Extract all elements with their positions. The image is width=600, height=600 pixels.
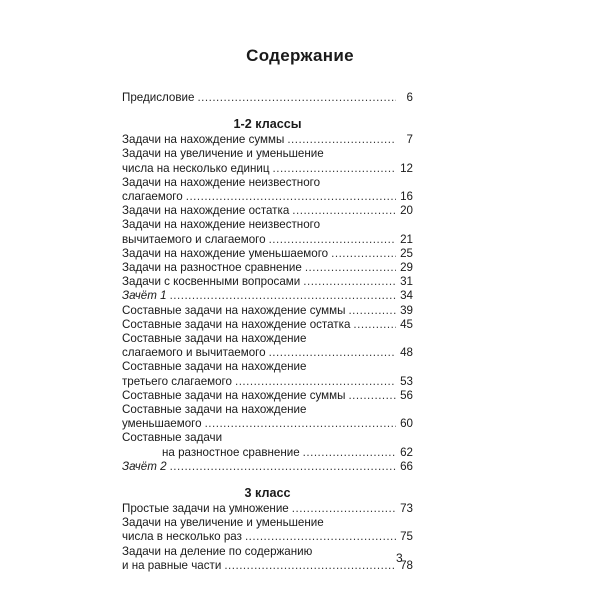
page-number: 3 xyxy=(396,551,403,565)
entry-page: 73 xyxy=(400,502,413,516)
entry-page: 6 xyxy=(406,91,413,104)
entry-page: 25 xyxy=(400,246,413,260)
dot-leader xyxy=(224,559,396,573)
entry-label: вычитаемого и слагаемого xyxy=(122,232,266,246)
dot-leader xyxy=(287,133,396,147)
entry-label: Простые задачи на умножение xyxy=(122,502,289,516)
toc-entry xyxy=(122,545,413,573)
dot-leader xyxy=(269,346,396,360)
entry-label: Зачёт 1 xyxy=(122,289,167,303)
toc-entry xyxy=(122,360,413,388)
entry-page: 31 xyxy=(400,275,413,289)
dot-leader xyxy=(305,261,396,275)
entry-label: Составные задачи на нахождение суммы xyxy=(122,388,346,402)
entry-label: Зачёт 2 xyxy=(122,459,167,473)
toc-entry xyxy=(122,247,413,261)
entry-page: 34 xyxy=(400,289,413,303)
entry-label: Предисловие xyxy=(122,91,195,104)
toc-entry xyxy=(122,261,413,275)
dot-leader xyxy=(353,318,396,332)
entry-page: 29 xyxy=(400,261,413,275)
entry-label-line: Составные задачи на нахождение xyxy=(122,332,307,346)
entry-label: Задачи с косвенными вопросами xyxy=(122,275,301,289)
entry-page: 60 xyxy=(400,417,413,431)
dot-leader xyxy=(292,502,396,516)
toc-entry xyxy=(122,403,413,431)
toc-entry xyxy=(122,204,413,218)
section-heading: 1-2 классы xyxy=(233,117,302,132)
entry-page: 16 xyxy=(400,190,413,204)
entry-page: 75 xyxy=(400,530,413,544)
entry-page: 20 xyxy=(400,204,413,218)
dot-leader xyxy=(245,530,396,544)
entry-page: 7 xyxy=(406,133,413,147)
entry-page: 12 xyxy=(400,161,413,175)
toc-entry-test xyxy=(122,289,413,303)
dot-leader xyxy=(348,304,396,318)
entry-label-line: Составные задачи xyxy=(122,431,223,445)
entry-label: Составные задачи на нахождение суммы xyxy=(122,303,346,317)
entry-page: 45 xyxy=(400,317,413,331)
toc-entry xyxy=(122,431,413,459)
section-heading: 3 класс xyxy=(244,486,291,501)
dot-leader xyxy=(273,162,397,176)
toc-entry xyxy=(122,147,413,175)
entry-page: 21 xyxy=(400,232,413,246)
entry-label: и на равные части xyxy=(122,558,222,572)
toc-entry xyxy=(122,389,413,403)
toc-entry-test xyxy=(122,460,413,474)
dot-leader xyxy=(331,247,396,261)
dot-leader xyxy=(170,460,396,474)
dot-leader xyxy=(170,289,396,303)
entry-label: Задачи на нахождение уменьшаемого xyxy=(122,246,329,260)
entry-page: 78 xyxy=(400,558,413,572)
entry-page: 62 xyxy=(400,445,413,459)
entry-page: 39 xyxy=(400,303,413,317)
toc-entry xyxy=(122,133,413,147)
entry-page: 53 xyxy=(400,374,413,388)
entry-label: слагаемого xyxy=(122,190,183,204)
entry-label: Задачи на нахождение суммы xyxy=(122,133,285,147)
entry-label: Задачи на разностное сравнение xyxy=(122,261,302,275)
entry-label: Задачи на нахождение остатка xyxy=(122,204,290,218)
dot-leader xyxy=(235,375,396,389)
toc-entry xyxy=(122,304,413,318)
entry-label-line: Составные задачи на нахождение xyxy=(122,360,307,374)
dot-leader xyxy=(186,190,396,204)
entry-page: 48 xyxy=(400,346,413,360)
dot-leader xyxy=(303,446,396,460)
toc-entry xyxy=(122,318,413,332)
dot-leader xyxy=(303,275,396,289)
entry-label-line: Задачи на нахождение неизвестного xyxy=(122,175,321,189)
dot-leader xyxy=(205,417,396,431)
dot-leader xyxy=(197,91,396,105)
table-of-contents xyxy=(122,91,413,573)
toc-entry xyxy=(122,502,413,516)
page-title: Содержание xyxy=(246,46,354,65)
entry-label-line: Составные задачи на нахождение xyxy=(122,403,307,417)
entry-label: на разностное сравнение xyxy=(162,445,300,459)
entry-page: 56 xyxy=(400,388,413,402)
entry-label: числа на несколько единиц xyxy=(122,161,270,175)
entry-label-line: Задачи на увеличение и уменьшение xyxy=(122,516,324,530)
entry-label: Составные задачи на нахождение остатка xyxy=(122,317,351,331)
entry-label: третьего слагаемого xyxy=(122,374,232,388)
entry-label: уменьшаемого xyxy=(122,417,202,431)
toc-entry-preface xyxy=(122,91,413,105)
entry-label: числа в несколько раз xyxy=(122,530,242,544)
entry-label-line: Задачи на нахождение неизвестного xyxy=(122,218,321,232)
dot-leader xyxy=(348,389,396,403)
toc-entry xyxy=(122,332,413,360)
entry-label-line: Задачи на деление по содержанию xyxy=(122,544,313,558)
entry-label-line: Задачи на увеличение и уменьшение xyxy=(122,147,324,161)
dot-leader xyxy=(292,204,396,218)
toc-entry xyxy=(122,218,413,246)
entry-page: 66 xyxy=(400,459,413,473)
toc-entry xyxy=(122,176,413,204)
entry-label: слагаемого и вычитаемого xyxy=(122,346,266,360)
toc-entry xyxy=(122,275,413,289)
toc-entry xyxy=(122,516,413,544)
dot-leader xyxy=(269,233,396,247)
